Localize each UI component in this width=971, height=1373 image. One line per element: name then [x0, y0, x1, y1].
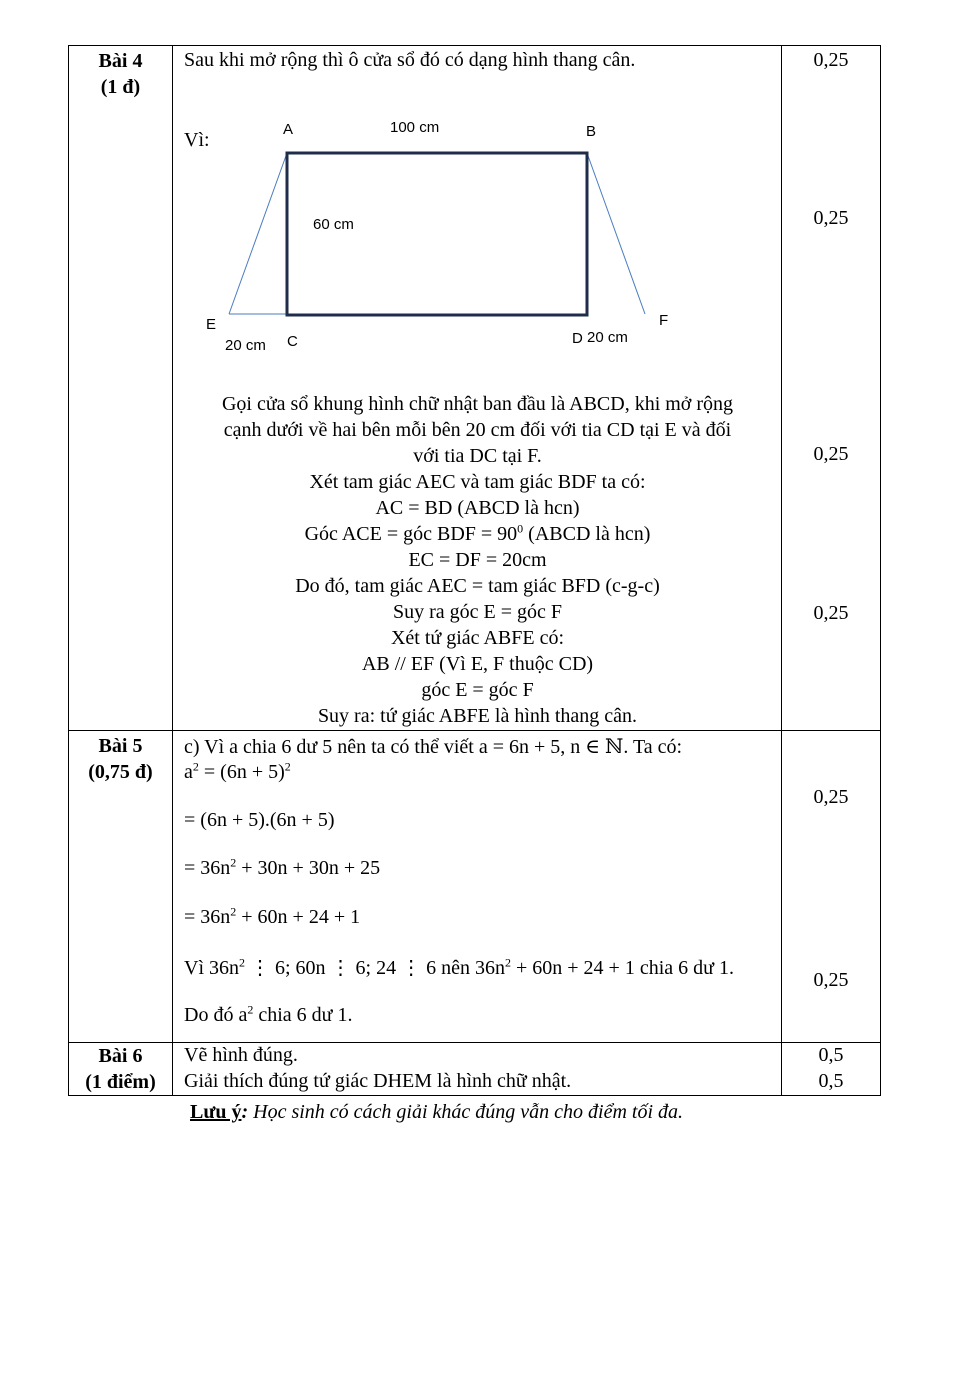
score: 0,5 [818, 1044, 844, 1066]
proof-line: Gọi cửa sổ khung hình chữ nhật ban đầu là ABCD, khi mở rộng [221, 393, 734, 415]
score: 0,25 [813, 969, 849, 991]
bai6-label-cell [69, 1043, 173, 1096]
proof-line: cạnh dưới về hai bên mỗi bên 20 cm đối với tia CD tại E và đối [223, 419, 732, 441]
bai5-label-cell [69, 731, 173, 1043]
bai5-score-cell [782, 731, 881, 1043]
bai5-content-cell [173, 731, 782, 1043]
segment-ae [229, 153, 287, 314]
proof-line: với tia DC tại F. [413, 445, 542, 467]
footnote-label: Lưu ý [190, 1101, 242, 1123]
bai4-content-cell [173, 46, 782, 731]
superscript: 2 [284, 759, 291, 774]
label-a: A [283, 121, 294, 138]
bai5-line: = (6n + 5).(6n + 5) [184, 809, 335, 831]
proof-line: Suy ra góc E = góc F [392, 601, 563, 623]
proof-text: Góc ACE = góc BDF = 90 [304, 523, 518, 545]
score: 0,25 [813, 207, 849, 229]
proof-text: (ABCD là hcn) [523, 523, 651, 545]
math-text: Do đó a [184, 1004, 248, 1026]
bai5-title: Bài 5 [98, 735, 143, 757]
label-left-extension: 20 cm [225, 337, 266, 354]
segment-bf [587, 153, 645, 314]
math-text: + 60n + 24 + 1 chia 6 dư 1. [511, 957, 734, 979]
bai6-score-cell [782, 1043, 881, 1096]
proof-line: EC = DF = 20cm [408, 549, 547, 571]
math-text: + 60n + 24 + 1 [236, 906, 361, 928]
label-side-length: 60 cm [313, 216, 354, 233]
math-text: a [184, 761, 193, 783]
superscript: 2 [247, 1002, 254, 1017]
label-top-length: 100 cm [390, 119, 440, 136]
score: 0,25 [813, 49, 849, 71]
bai4-points: (1 đ) [100, 76, 141, 98]
grading-table [68, 45, 881, 1096]
bai5-line: c) Vì a chia 6 dư 5 nên ta có thể viết a = 6n + 5, n ∈ ℕ. Ta có: [184, 736, 683, 758]
superscript: 2 [230, 855, 237, 870]
footnote-text: Học sinh có cách giải khác đúng vẫn cho điểm tối đa. [248, 1101, 684, 1123]
math-text: = 36n [184, 857, 231, 879]
row-bai4 [69, 46, 881, 731]
bai4-label-cell [69, 46, 173, 731]
proof-line: Suy ra: tứ giác ABFE là hình thang cân. [317, 705, 638, 727]
superscript: 2 [192, 759, 199, 774]
math-text: Vì 36n [184, 957, 239, 979]
proof-line: AC = BD (ABCD là hcn) [375, 497, 580, 519]
row-bai6 [69, 1043, 881, 1096]
trapezoid-figure [173, 46, 782, 366]
footnote-colon: : [241, 1101, 249, 1123]
superscript: 2 [230, 904, 237, 919]
score: 0,25 [813, 443, 849, 465]
bai6-title: Bài 6 [98, 1045, 143, 1067]
label-c: C [287, 333, 298, 350]
math-text: + 30n + 30n + 25 [236, 857, 381, 879]
proof-line: AB // EF (Vì E, F thuộc CD) [361, 653, 594, 675]
label-e: E [206, 316, 217, 333]
label-f: F [659, 312, 669, 329]
math-text: = 36n [184, 906, 231, 928]
bai4-title: Bài 4 [98, 50, 143, 72]
math-text: = (6n + 5) [198, 761, 285, 783]
bai5-line [184, 955, 734, 980]
bai4-proof [173, 391, 782, 729]
footnote [190, 1101, 683, 1124]
superscript: 2 [505, 955, 511, 970]
bai5-line [184, 906, 360, 929]
proof-line-angle [173, 521, 782, 547]
proof-line: Xét tứ giác ABFE có: [390, 627, 565, 649]
proof-line: góc E = góc F [421, 679, 534, 701]
bai4-vi: Vì: [184, 129, 210, 151]
bai6-content-cell [173, 1043, 782, 1096]
math-text: chia 6 dư 1. [253, 1004, 353, 1026]
bai4-score-cell [782, 46, 881, 731]
bai6-line: Vẽ hình đúng. [184, 1044, 298, 1066]
bai5-line [184, 857, 380, 880]
score: 0,25 [813, 602, 849, 624]
superscript: 2 [239, 955, 245, 970]
bai5-line [184, 761, 291, 784]
bai6-points: (1 điểm) [85, 1071, 156, 1093]
bai4-intro: Sau khi mở rộng thì ô cửa sổ đó có dạng hình thang cân. [184, 49, 636, 71]
bai5-line [184, 1004, 352, 1027]
rectangle-abcd [287, 153, 587, 315]
label-right-extension: 20 cm [587, 329, 628, 346]
label-b: B [586, 123, 597, 140]
score: 0,25 [813, 786, 849, 808]
bai5-points: (0,75 đ) [88, 761, 153, 783]
score: 0,5 [818, 1070, 844, 1092]
label-d: D [572, 330, 583, 347]
proof-line: Do đó, tam giác AEC = tam giác BFD (c-g-c) [295, 575, 660, 597]
bai6-line: Giải thích đúng tứ giác DHEM là hình chữ nhật. [184, 1070, 572, 1092]
math-text: ⋮ 6; 60n ⋮ 6; 24 ⋮ 6 nên 36n [245, 957, 505, 979]
proof-line: Xét tam giác AEC và tam giác BDF ta có: [309, 471, 646, 493]
row-bai5 [69, 731, 881, 1043]
superscript: 0 [517, 521, 524, 536]
